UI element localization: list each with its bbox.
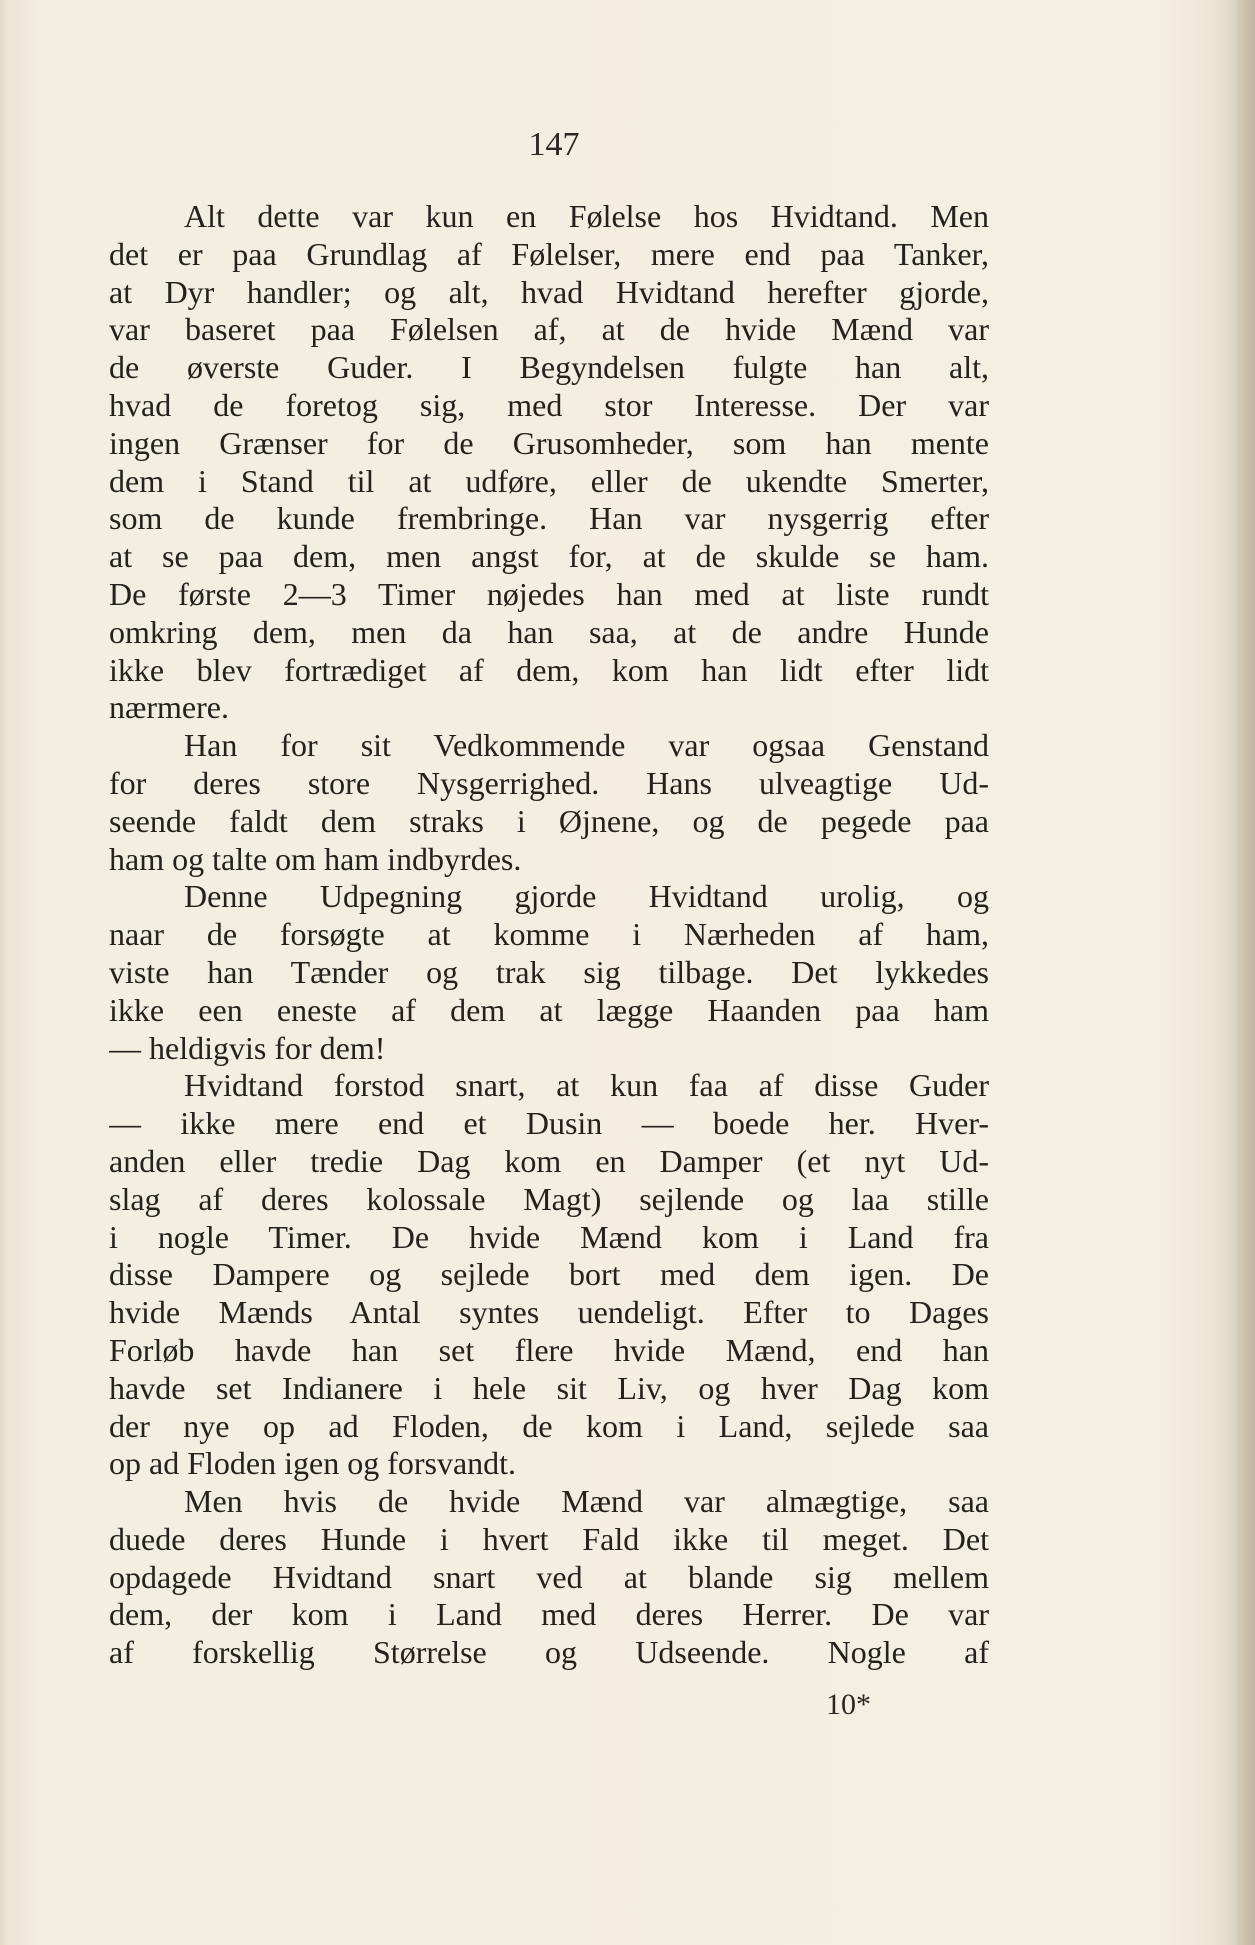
text-line: naar de forsøgte at komme i Nærheden af ham, xyxy=(109,916,989,953)
text-line: i nogle Timer. De hvide Mænd kom i Land fra xyxy=(109,1218,989,1255)
text-line: op ad Floden igen og forsvandt. xyxy=(109,1445,517,1482)
text-line: af forskellig Størrelse og Udseende. Nogle af xyxy=(109,1634,989,1671)
text-line: at Dyr handler; og alt, hvad Hvidtand herefter gjorde, xyxy=(109,273,989,310)
body-text xyxy=(109,198,989,1672)
text-line: Denne Udpegning gjorde Hvidtand urolig, og xyxy=(184,878,989,915)
text-line: Hvidtand forstod snart, at kun faa af disse Guder xyxy=(184,1067,989,1104)
text-line: dem, der kom i Land med deres Herrer. De var xyxy=(109,1596,989,1633)
text-line: de øverste Guder. I Begyndelsen fulgte han alt, xyxy=(109,349,989,386)
text-line: disse Dampere og sejlede bort med dem igen. De xyxy=(109,1256,989,1293)
text-line: som de kunde frembringe. Han var nysgerrig efter xyxy=(109,500,989,537)
text-line: ikke blev fortrædiget af dem, kom han lidt efter lidt xyxy=(109,651,989,688)
page-number: 147 xyxy=(528,126,580,163)
text-line: Forløb havde han set flere hvide Mænd, end han xyxy=(109,1331,989,1368)
text-line: ikke een eneste af dem at lægge Haanden paa ham xyxy=(109,991,989,1028)
text-line: Men hvis de hvide Mænd var almægtige, saa xyxy=(184,1483,989,1520)
text-line: — ikke mere end et Dusin — boede her. Hver- xyxy=(109,1105,989,1142)
text-line: Alt dette var kun en Følelse hos Hvidtand. Men xyxy=(184,198,989,234)
text-line: opdagede Hvidtand snart ved at blande sig mellem xyxy=(109,1558,989,1595)
text-line: slag af deres kolossale Magt) sejlende og laa stille xyxy=(109,1180,989,1217)
text-line: var baseret paa Følelsen af, at de hvide Mænd var xyxy=(109,311,989,348)
page-right-edge xyxy=(1237,0,1255,1945)
text-line: det er paa Grundlag af Følelser, mere end paa Tanker, xyxy=(109,235,989,272)
text-line: havde set Indianere i hele sit Liv, og hver Dag kom xyxy=(109,1369,989,1406)
text-line: der nye op ad Floden, de kom i Land, sejlede saa xyxy=(109,1407,989,1444)
text-line: duede deres Hunde i hvert Fald ikke til meget. Det xyxy=(109,1520,989,1557)
text-line: seende faldt dem straks i Øjnene, og de pegede paa xyxy=(109,802,989,839)
text-line: De første 2—3 Timer nøjedes han med at liste rundt xyxy=(109,575,989,612)
text-line: hvide Mænds Antal syntes uendeligt. Efter to Dages xyxy=(109,1294,989,1331)
signature-mark: 10* xyxy=(826,1688,871,1721)
text-line: anden eller tredie Dag kom en Damper (et nyt Ud- xyxy=(109,1142,989,1179)
text-line: dem i Stand til at udføre, eller de ukendte Smerter, xyxy=(109,462,989,499)
text-line: ingen Grænser for de Grusomheder, som han mente xyxy=(109,424,989,461)
text-line: for deres store Nysgerrighed. Hans ulveagtige Ud- xyxy=(109,764,989,801)
page-left-edge xyxy=(0,0,10,1945)
text-line: viste han Tænder og trak sig tilbage. Det lykkedes xyxy=(109,953,989,990)
text-line: omkring dem, men da han saa, at de andre Hunde xyxy=(109,613,989,650)
text-line: nærmere. xyxy=(109,689,229,726)
text-line: hvad de foretog sig, med stor Interesse. Der var xyxy=(109,386,989,423)
text-line: — heldigvis for dem! xyxy=(109,1029,386,1066)
text-line: ham og talte om ham indbyrdes. xyxy=(109,840,522,877)
text-line: Han for sit Vedkommende var ogsaa Genstand xyxy=(184,727,989,764)
text-line: at se paa dem, men angst for, at de skulde se ham. xyxy=(109,538,989,575)
